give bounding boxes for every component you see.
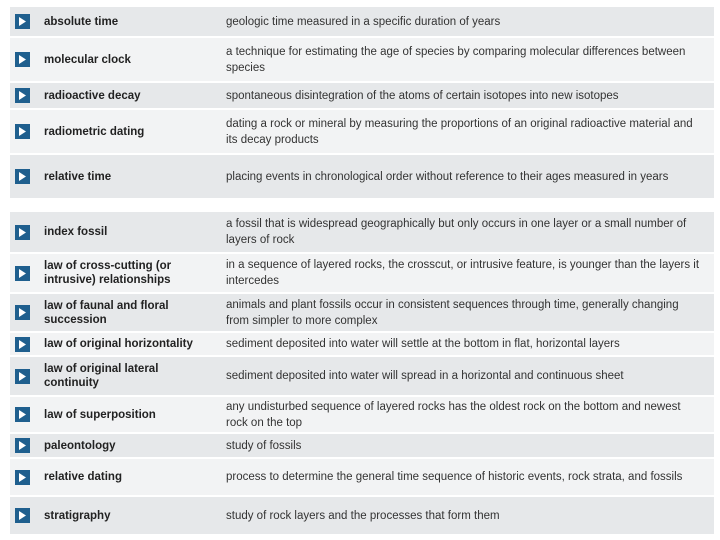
table-row — [10, 38, 714, 83]
definition: placing events in chronological order without reference to their ages measured in years — [226, 170, 669, 183]
table-row — [10, 254, 714, 294]
play-arrow-icon[interactable] — [15, 369, 30, 384]
term: relative time — [44, 170, 112, 183]
table-row — [10, 83, 714, 110]
definition: animals and plant fossils occur in consistent sequences through time, generally changing from simpler to more complex — [226, 298, 679, 327]
table-row — [10, 497, 714, 534]
table-row — [10, 397, 714, 434]
table-row — [10, 212, 714, 254]
term: law of faunal and floral succession — [44, 299, 169, 326]
term: relative dating — [44, 471, 122, 483]
table-row — [10, 434, 714, 459]
definition: dating a rock or mineral by measuring the proportions of an original radioactive material and its decay products — [226, 117, 693, 146]
definition: spontaneous disintegration of the atoms of certain isotopes into new isotopes — [226, 89, 619, 102]
definition: in a sequence of layered rocks, the crosscut, or intrusive feature, is younger than the layers it intercedes — [226, 259, 700, 287]
term: paleontology — [44, 439, 116, 452]
table-row — [10, 357, 714, 397]
table-row — [10, 110, 714, 155]
term: law of superposition — [44, 408, 156, 421]
play-arrow-icon[interactable] — [15, 305, 30, 320]
play-arrow-icon[interactable] — [15, 438, 30, 453]
term: absolute time — [44, 15, 119, 28]
term: law of cross-cutting (or intrusive) relationships — [44, 260, 172, 286]
vocabulary-table-1 — [10, 7, 714, 198]
definition: a fossil that is widespread geographically but only occurs in one layer or a small number of layers of rock — [226, 218, 687, 246]
definition: sediment deposited into water will spread in a horizontal and continuous sheet — [226, 370, 624, 382]
play-arrow-icon[interactable] — [15, 407, 30, 422]
definition: any undisturbed sequence of layered rocks has the oldest rock on the bottom and newest rock on the top — [226, 400, 681, 429]
play-arrow-icon[interactable] — [15, 88, 30, 103]
definition: study of rock layers and the processes that form them — [226, 509, 500, 522]
vocabulary-table-2 — [10, 212, 714, 534]
play-arrow-icon[interactable] — [15, 52, 30, 67]
term: law of original horizontality — [44, 338, 193, 350]
definition: sediment deposited into water will settle at the bottom in flat, horizontal layers — [226, 338, 620, 350]
play-arrow-icon[interactable] — [15, 14, 30, 29]
play-arrow-icon[interactable] — [15, 470, 30, 485]
definition: geologic time measured in a specific duration of years — [226, 15, 501, 28]
definition: a technique for estimating the age of species by comparing molecular differences between species — [226, 45, 686, 74]
term: index fossil — [44, 226, 108, 238]
table-row — [10, 333, 714, 357]
play-arrow-icon[interactable] — [15, 266, 30, 281]
table-row — [10, 7, 714, 38]
play-arrow-icon[interactable] — [15, 337, 30, 352]
definition: process to determine the general time sequence of historic events, rock strata, and fossils — [226, 471, 683, 483]
term: law of original lateral continuity — [44, 363, 159, 389]
term: molecular clock — [44, 53, 131, 66]
play-arrow-icon[interactable] — [15, 169, 30, 184]
term: stratigraphy — [44, 509, 111, 522]
term: radioactive decay — [44, 89, 141, 102]
play-arrow-icon[interactable] — [15, 508, 30, 523]
definition: study of fossils — [226, 439, 302, 452]
play-arrow-icon[interactable] — [15, 225, 30, 240]
table-row — [10, 155, 714, 198]
table-row — [10, 459, 714, 497]
play-arrow-icon[interactable] — [15, 124, 30, 139]
term: radiometric dating — [44, 125, 145, 138]
table-row — [10, 294, 714, 333]
